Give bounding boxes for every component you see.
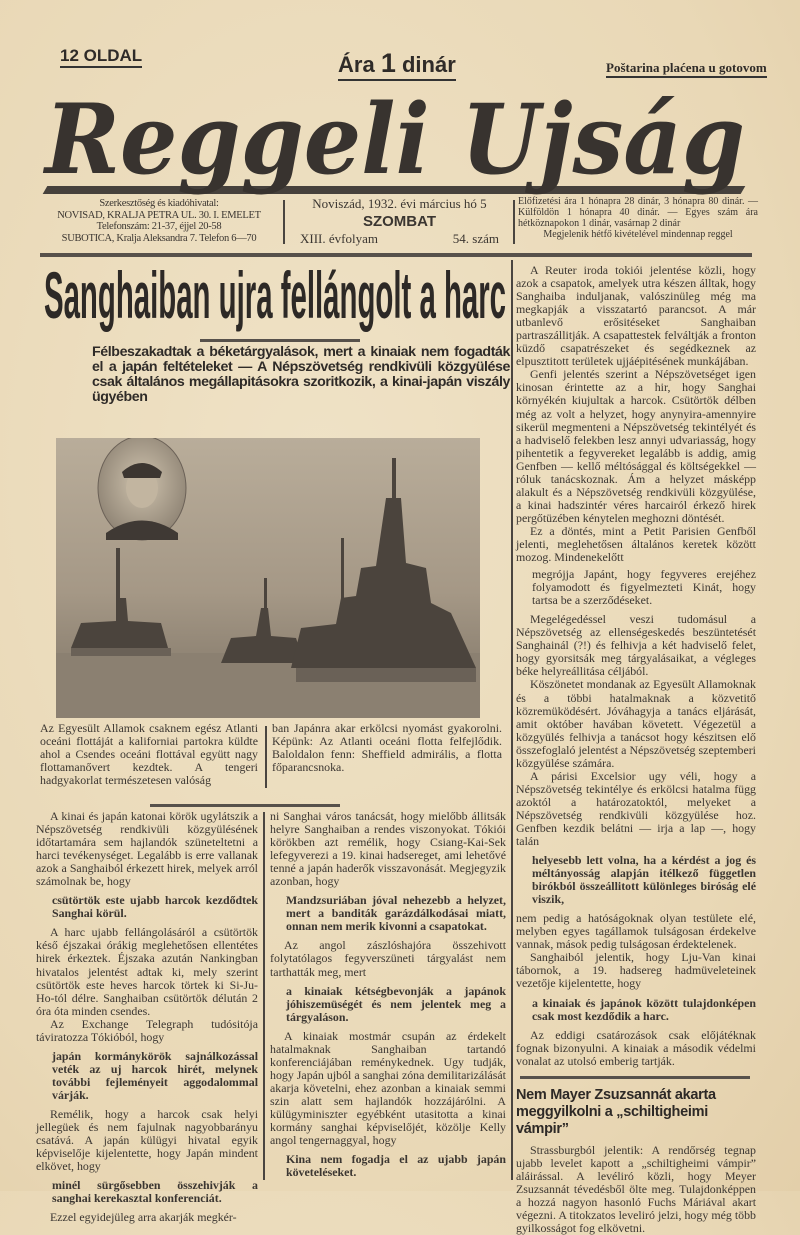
bold-paragraph: a kinaiak kétségbevonják a japánok jóhiszemüségét és nem jelentek meg a tárgyaláson.	[286, 983, 506, 1024]
divider	[513, 200, 515, 244]
price-suffix: dinár	[401, 52, 456, 77]
subheadline: Félbeszakadtak a béketárgyalások, mert a kinaiak nem fogadták el a japán feltételeket — A Népszövetség rendkivüli közgyülése csak általános megállapitásokra szoritkozik, a kinai-japán viszály ügyében	[92, 344, 510, 405]
bold-paragraph: a kinaiak és japánok között tulajdonképen csak most kezdődik a harc.	[532, 995, 756, 1023]
fleet-photo	[56, 438, 480, 718]
main-headline-text: Sanghaiban ujra fellángolt a harc	[44, 258, 506, 332]
paragraph: A kinai és japán katonai körök ugylátszik a Népszövetség rendkivüli közgyülésének időtartamára sem hajlandók szüneteltetni a harci tevékenységet. Legalább is erre vallanak azok a Sanghaiból érkezett hirek, melyek arról számolnak be, hogy	[36, 809, 258, 889]
second-headline: Nem Mayer Zsuzsannát akarta meggyilkolni a „schiltigheimi vámpir”	[516, 1086, 716, 1137]
caption-text: ban Japánra akar erkölcsi nyomást gyakorolni. Képünk: Az Atlanti oceáni flotta felfejlődik. Baloldalon fenn: Sheffield admirális, a flotta főparancsnoka.	[272, 721, 502, 775]
paragraph: Sanghaiból jelentik, hogy Lju-Van kinai tábornok, a 19. hadsereg hadmüveleteinek vezetője kijelentette, hogy	[516, 950, 756, 991]
paragraph: A kinaiak mostmár csupán az érdekelt hatalmaknak Sanghaiban tartandó konferenciájában reménykednek. Ugy tudják, hogy Japán ujból a sanghai zóna demilitarizálását akarja követelni, ehez azonban a kinaiak semmi szin alatt sem hajlandók hozzájárólni. A külügyminiszter egyébként utasitotta a kinai kormány sanghai képviselőjét, közölje Kelly angol tengernaggyal, hogy	[270, 1028, 506, 1148]
paragraph: A harc ujabb fellángolásáról a csütörtök késő éjszakai órákig meglehetősen ellentétes hirek érkeztek. Éjszaka azután Nankingban hivatalos jelentést adtak ki, mely szerint csütörtök este heves harcok törtek ki Si-Ju-Ho-tól délre. Sanghaiban csütörtök délután 2 óra óta minden csendes.	[36, 925, 258, 1018]
masthead-logo	[40, 84, 760, 196]
publication-schedule: Megjelenik hétfő kivételével mindennap reggel	[543, 229, 733, 240]
main-headline	[44, 258, 510, 334]
photo-caption-right	[272, 722, 502, 774]
issue-date: Noviszád, 1932. évi március hó 5	[312, 196, 487, 211]
article-column-2	[270, 810, 506, 1185]
paragraph: Genfi jelentés szerint a Népszövetséget igen kinosan érintette az a hir, hogy Sanghai környékén kiujultak a harcok. Csütörtök délben még az volt a helyzet, hogy anynyira-amennyire sikerül megmenteni a Népszövetség tekintélyét és a hadviselő felekben lesz annyi udvariasság, hogy pihentetik a fegyvereket legalább is addig, amig Genfben — kellő méltósággal és költségekkel — róluk tanácskoznak. Ám a helyzet másképp alakult és a Népszövetség rendkivüli közgyülése, a kinai hadszintér véres harcairól érkező hirek pergőtüzében kénytelen meghozni döntését.	[516, 367, 756, 525]
issue-info	[292, 196, 507, 247]
office-address-subotica: SUBOTICA, Kralja Aleksandra 7. Telefon 6—70	[61, 232, 257, 244]
price-number: 1	[380, 48, 396, 78]
paragraph: Remélik, hogy a harcok csak helyi jellegüek és nem fajulnak nagyobbarányu csatává. A japán külügyi hivatal egyik képviselője kijelentette, hogy Japán mindent elkövet, hogy	[36, 1106, 258, 1174]
subscription-info	[518, 196, 758, 240]
paragraph: Megelégedéssel veszi tudomásul a Népszövetség az ellenségeskedés beszüntetését Sanghainál (?!) és felhivja a két hadviselő felet, hogy gyorsitsák meg tárgyalásaikat, a végleges béke helyreállitása céljából.	[516, 612, 756, 679]
paragraph: Strassburgból jelentik: A rendőrség tegnap ujabb levelet kapott a „schiltigheimi vámpir” aláirással. A levéliró közli, hogy Meyer Zsuzsannát tévedésből ölte meg. Tulajdonképpen a hozzá nagyon hasonló Fuchs Máriával akart végezni. A titokzatos leveliró jelzi, hogy még több gyilkosságot fog elkövetni.	[516, 1142, 756, 1235]
postage-note: Poštarina plaćena u gotovom	[606, 60, 767, 78]
issue-volume: XIII. évfolyam	[300, 231, 378, 246]
article-column-3	[516, 264, 756, 1235]
paragraph: Ezzel egyidejüleg arra akarják megkér-	[50, 1210, 237, 1225]
subscription-prices: Előfizetési ára 1 hónapra 28 dinár, 3 hónapra 80 dinár. — Külföldön 1 hónapra 40 dinár. — Egyes szám ára hétköznapokon 1 dinár, vasárnap 2 dinár	[518, 196, 758, 229]
office-label: Szerkesztőség és kiadóhivatal:	[99, 198, 219, 209]
column-divider	[263, 812, 265, 1180]
caption-text: Az Egyesült Allamok csaknem egész Atlanti oceáni flottáját a kaliforniai partokra küldte ahol a Csendes oceáni flottával együtt nagy flottamanővert kezdtek. A tengeri hadgyakorlat természetesen valóság	[40, 721, 258, 788]
bold-paragraph: japán kormánykörök sajnálkozással veték az uj harcok hirét, melynek további fejleményeit aggodalommal várják.	[52, 1048, 258, 1102]
caption-divider	[265, 726, 267, 788]
office-address-novisad: NOVISAD, KRALJA PETRA UL. 30. I. EMELET	[57, 209, 261, 221]
bold-paragraph: minél sürgősebben összehivják a sanghai kerekasztal konferenciát.	[52, 1178, 258, 1206]
second-article-body	[516, 1144, 756, 1235]
office-phone: Telefonszám: 21-37, éjjel 20-58	[96, 221, 222, 232]
header-rule	[40, 253, 752, 257]
price	[338, 48, 456, 81]
photo-caption-left	[40, 722, 258, 787]
paragraph: megrójja Japánt, hogy fegyveres erejéhez folyamodott és figyelmezteti Kinát, hogy tartsa be a szerződéseket.	[532, 567, 756, 608]
paragraph: A párisi Excelsior ugy véli, hogy a Népszövetség tekintélye és erkölcsi hatalma függ azoktól a határozatoktól, melyeket a Népszövetség rendkivüli közgyülése hoz. Genfben kezdik belátni — irja a lap —, hogy talán	[516, 768, 756, 849]
paragraph: nem pedig a hatóságoknak olyan testülete elé, melyben egyes tagállamok tulságosan érdekelve vannak, mások pedig tulságosan érdektelenek.	[516, 911, 756, 952]
paragraph: A Reuter iroda tokiói jelentése közli, hogy azok a csapatok, amelyek utra készen álltak, hogy Sanghaiba induljanak, valószinüleg még ma megkapják a visszatartó parancsot. A már utbanlevő erősitéseket Sanghaiban partraszállitják. A csapattestek felváltják a fronton küzdő csapatrészeket és segédkeznek az elpusztitott területek ujjáépitésének munkájában.	[516, 263, 756, 369]
paragraph: Az Exchange Telegraph tudósitója táviratozza Tókióból, hogy	[36, 1016, 258, 1044]
paragraph: Ez a döntés, mint a Petit Parisien Genfből jelenti, meglehetősen általános keretek között mozog. Mindenekelőtt	[516, 523, 756, 565]
bold-paragraph: csütörtök este ujabb harcok kezdődtek Sanghai körül.	[52, 893, 258, 921]
column-divider	[511, 260, 513, 1180]
bold-paragraph: Kina nem fogadja el az ujabb japán követeléseket.	[286, 1152, 506, 1180]
article-separator	[520, 1076, 750, 1079]
paragraph: ni Sanghai város tanácsát, hogy mielőbb állitsák helyre Sanghaiban a rendes viszonyokat. Tókiói körökben azt remélik, hogy Csiang-Kai-Sek lefegyverezi a 19. kinai hadsereget, ami lehetővé tenné a japán haderők visszavonását. Megjegyzik azonban, hogy	[270, 809, 506, 889]
masthead-title: Reggeli Ujság	[42, 84, 746, 196]
headline-rule	[200, 339, 360, 342]
bold-paragraph: Mandzsuriában jóval nehezebb a helyzet, mert a banditák garázdálkodásai miatt, onnan nem merik kivonni a csapatokat.	[286, 893, 506, 934]
price-prefix: Ára	[338, 52, 375, 77]
article-column-3-body	[516, 264, 756, 1068]
editorial-office-info	[40, 198, 278, 244]
paragraph: Az eddigi csatározások csak előjátéknak fognak bizonyulni. A kinaiak a második védelmi vonalat az utolsó emberig tartják.	[516, 1027, 756, 1068]
bold-paragraph: helyesebb lett volna, ha a kérdést a jog és méltányosság alapján itélkező független birókból összeállitott különleges biróság elé viszik,	[532, 853, 756, 907]
issue-number: 54. szám	[452, 231, 499, 246]
divider	[283, 200, 285, 244]
paragraph: Az angol zászlóshajóra összehivott folytatólagos fegyverszüneti tárgyalást nem tarthatták meg, mert	[270, 938, 506, 979]
page-count: 12 OLDAL	[60, 46, 142, 68]
issue-weekday: SZOMBAT	[362, 213, 437, 230]
article-column-1	[36, 810, 258, 1224]
paragraph: Köszönetet mondanak az Egyesült Allamoknak és a többi hatalmaknak a közvetitő közremüködésért. Jóváhagyja a tanács eljárását, amit október havában követett. Végezetül a közgyülés felhivja a tanácsot hogy készitsen elő összefoglaló jelentést a Népszövetség szeptemberi közgyülése számára.	[516, 677, 756, 770]
caption-rule	[150, 804, 340, 807]
